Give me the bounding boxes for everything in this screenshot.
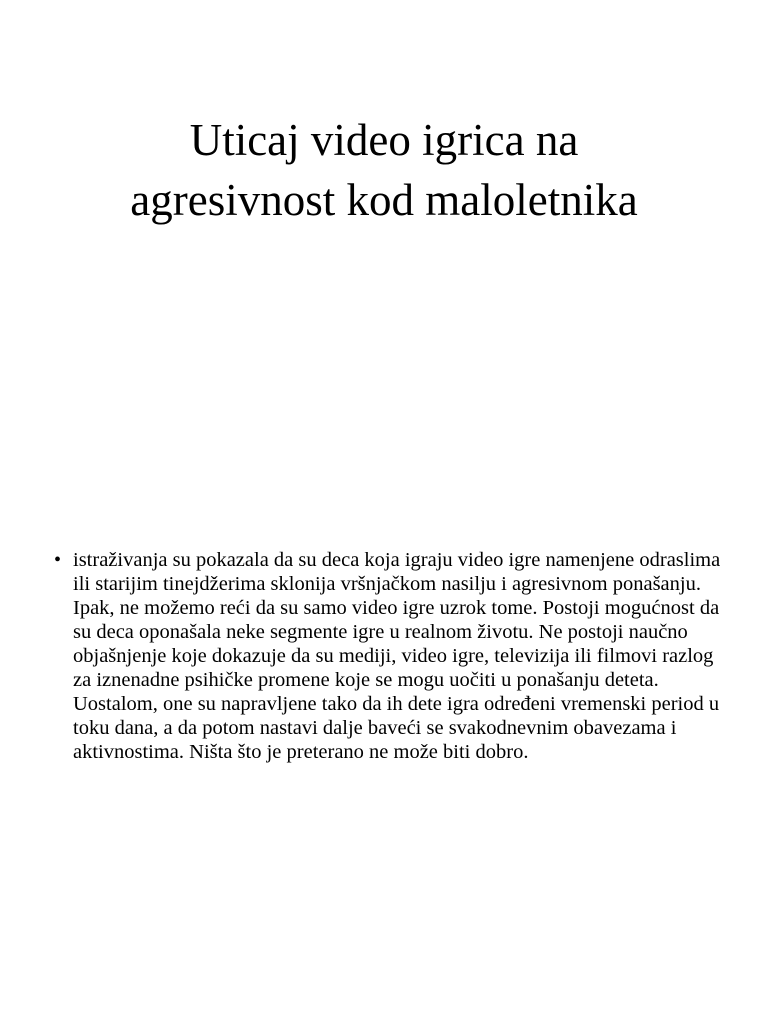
slide-title-line-1: Uticaj video igrica na	[189, 115, 579, 165]
slide-title-line-2: agresivnost kod maloletnika	[130, 175, 638, 225]
bullet-marker: •	[54, 549, 62, 571]
bullet-text: istraživanja su pokazala da su deca koja igraju video igre namenjene odraslima ili starijim tinejdžerima sklonija vršnjačkom nasilju i agresivnom ponašanju. Ipak, ne možemo reći da su samo video igre uzrok tome. Postoji mogućnost da su deca oponašala neke segmente igre u realnom životu. Ne postoji naučno objašnjenje koje dokazuje da su mediji, video igre, televizija ili filmovi razlog za iznenadne psihičke promene koje se mogu uočiti u ponašanju deteta. Uostalom, one su napravljene tako da ih dete igra određeni vremenski period u toku dana, a da potom nastavi dalje baveći se svakodnevnim obavezama i aktivnostima. Ništa što je preterano ne može biti dobro.	[73, 549, 721, 763]
bullet-item	[54, 548, 724, 764]
bullet-list	[54, 548, 724, 764]
slide-title	[60, 110, 708, 230]
